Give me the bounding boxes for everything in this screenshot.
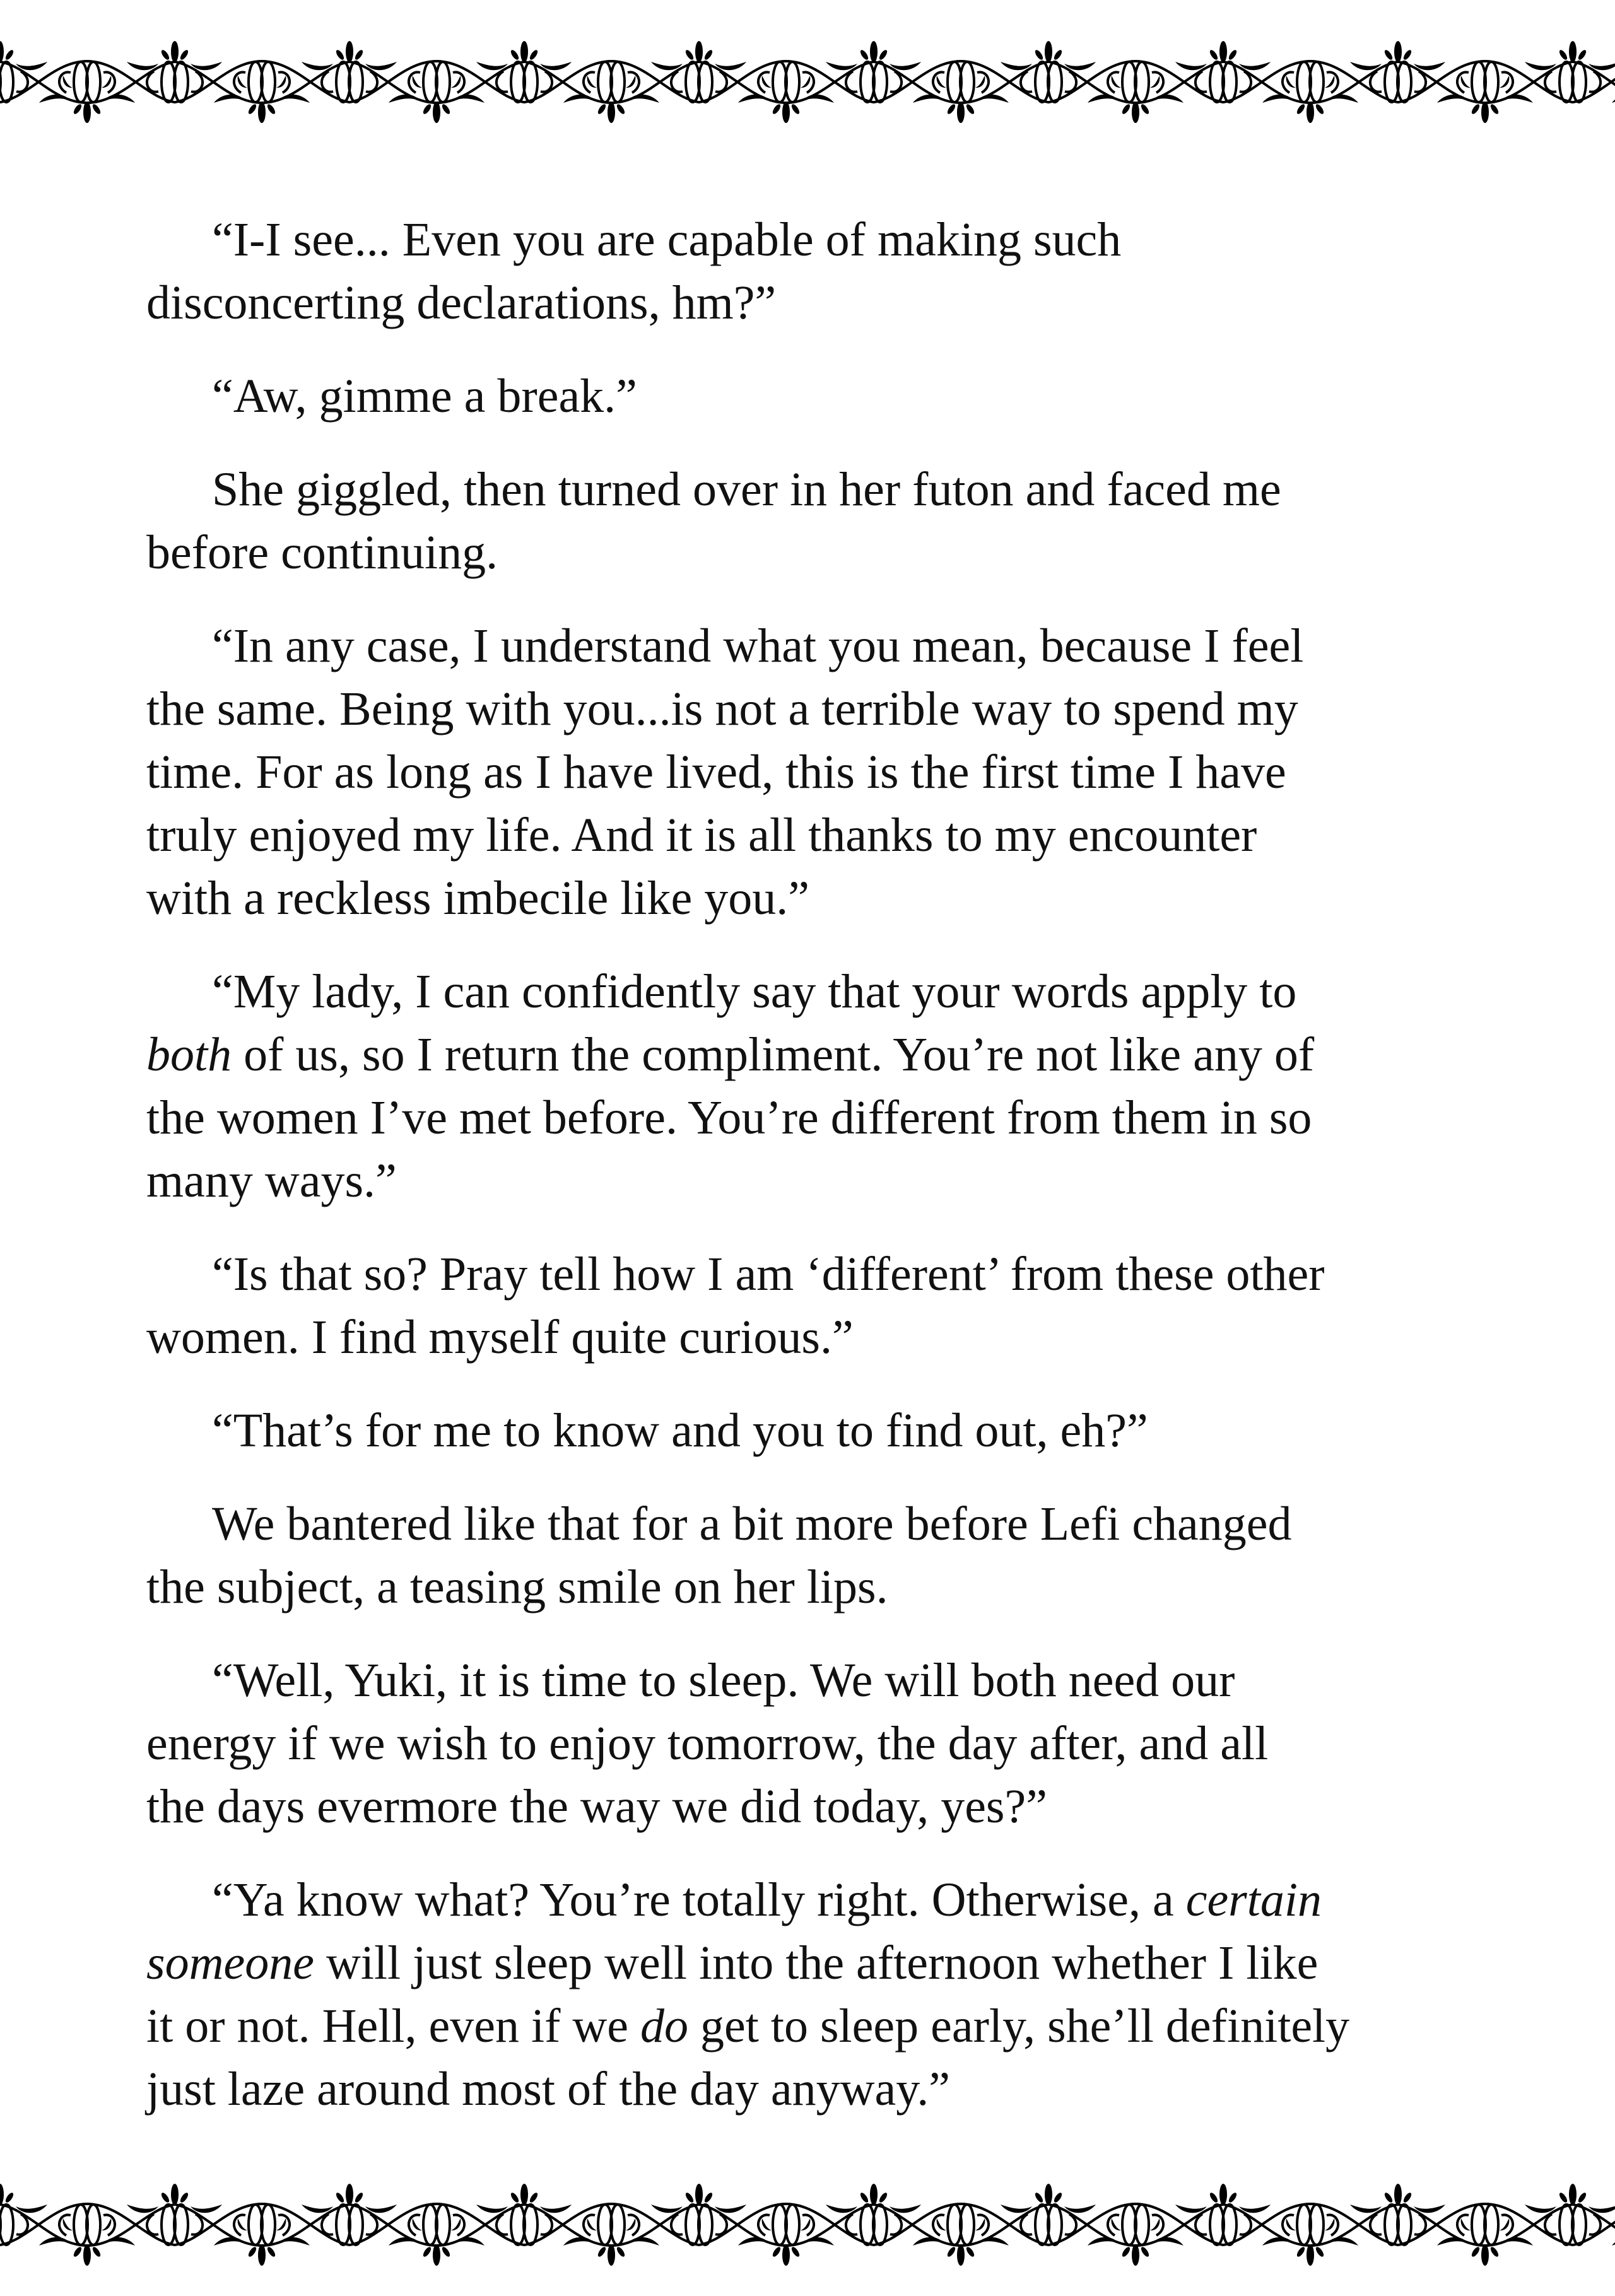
text-line bbox=[146, 1868, 1522, 1931]
text-line bbox=[146, 1555, 1522, 1619]
paragraph bbox=[146, 614, 1522, 930]
text-line bbox=[146, 521, 1522, 584]
text-line bbox=[146, 960, 1522, 1023]
paragraph bbox=[146, 365, 1522, 428]
paragraph bbox=[146, 1399, 1522, 1462]
text-line bbox=[146, 271, 1522, 334]
paragraph bbox=[146, 960, 1522, 1212]
text-run: will just sleep well into the afternoon whether I like bbox=[314, 1936, 1318, 1989]
text-run: “That’s for me to know and you to find out, eh?” bbox=[212, 1404, 1148, 1457]
text-line bbox=[146, 614, 1522, 677]
text-line bbox=[146, 208, 1522, 271]
text-run: with a reckless imbecile like you.” bbox=[146, 872, 809, 925]
text-line bbox=[146, 804, 1522, 867]
text-run: truly enjoyed my life. And it is all thanks to my encounter bbox=[146, 809, 1257, 862]
text-line bbox=[146, 867, 1522, 930]
text-run: the women I’ve met before. You’re different from them in so bbox=[146, 1091, 1312, 1144]
text-run: time. For as long as I have lived, this is the first time I have bbox=[146, 746, 1286, 799]
text-run: just laze around most of the day anyway.” bbox=[146, 2063, 951, 2116]
text-line bbox=[146, 1649, 1522, 1712]
italic-text: someone bbox=[146, 1936, 314, 1989]
text-line bbox=[146, 365, 1522, 428]
text-run: women. I find myself quite curious.” bbox=[146, 1311, 854, 1364]
text-run: “Ya know what? You’re totally right. Otherwise, a bbox=[212, 1873, 1186, 1926]
text-run: “My lady, I can confidently say that your words apply to bbox=[212, 965, 1297, 1018]
bottom-ornamental-border bbox=[0, 2184, 1615, 2266]
text-run: the days evermore the way we did today, yes?” bbox=[146, 1780, 1047, 1833]
text-run: disconcerting declarations, hm?” bbox=[146, 276, 777, 329]
text-run: We bantered like that for a bit more before Lefi changed bbox=[212, 1497, 1292, 1550]
text-run: the subject, a teasing smile on her lips. bbox=[146, 1561, 888, 1614]
text-run: She giggled, then turned over in her futon and faced me bbox=[212, 463, 1281, 516]
text-run: “Is that so? Pray tell how I am ‘different’ from these other bbox=[212, 1248, 1325, 1301]
top-ornamental-border bbox=[0, 41, 1615, 123]
text-line bbox=[146, 458, 1522, 521]
text-run: “Aw, gimme a break.” bbox=[212, 370, 637, 423]
text-run: “In any case, I understand what you mean, because I feel bbox=[212, 619, 1304, 672]
text-run: “I-I see... Even you are capable of making such bbox=[212, 213, 1122, 266]
text-line bbox=[146, 2058, 1522, 2121]
book-page-text bbox=[146, 208, 1522, 2151]
paragraph bbox=[146, 1492, 1522, 1619]
italic-text: certain bbox=[1185, 1873, 1322, 1926]
text-line bbox=[146, 1086, 1522, 1149]
italic-text: do bbox=[640, 2000, 689, 2053]
text-line bbox=[146, 1712, 1522, 1775]
paragraph bbox=[146, 1243, 1522, 1369]
text-line bbox=[146, 1306, 1522, 1369]
paragraph bbox=[146, 1649, 1522, 1838]
text-line bbox=[146, 1492, 1522, 1555]
text-line bbox=[146, 1775, 1522, 1838]
text-line bbox=[146, 741, 1522, 804]
italic-text: both bbox=[146, 1028, 232, 1081]
text-line bbox=[146, 1243, 1522, 1306]
paragraph bbox=[146, 458, 1522, 584]
text-line bbox=[146, 1399, 1522, 1462]
text-line bbox=[146, 1931, 1522, 1994]
text-run: the same. Being with you...is not a terrible way to spend my bbox=[146, 682, 1298, 735]
text-run: many ways.” bbox=[146, 1154, 397, 1207]
text-run: of us, so I return the compliment. You’re not like any of bbox=[232, 1028, 1315, 1081]
paragraph bbox=[146, 208, 1522, 334]
text-run: get to sleep early, she’ll definitely bbox=[688, 2000, 1350, 2053]
text-run: energy if we wish to enjoy tomorrow, the day after, and all bbox=[146, 1717, 1269, 1770]
text-run: it or not. Hell, even if we bbox=[146, 2000, 641, 2053]
text-run: “Well, Yuki, it is time to sleep. We will both need our bbox=[212, 1654, 1235, 1707]
text-line bbox=[146, 1023, 1522, 1086]
text-run: before continuing. bbox=[146, 526, 498, 579]
text-line bbox=[146, 1994, 1522, 2058]
paragraph bbox=[146, 1868, 1522, 2121]
text-line bbox=[146, 677, 1522, 741]
text-line bbox=[146, 1149, 1522, 1212]
